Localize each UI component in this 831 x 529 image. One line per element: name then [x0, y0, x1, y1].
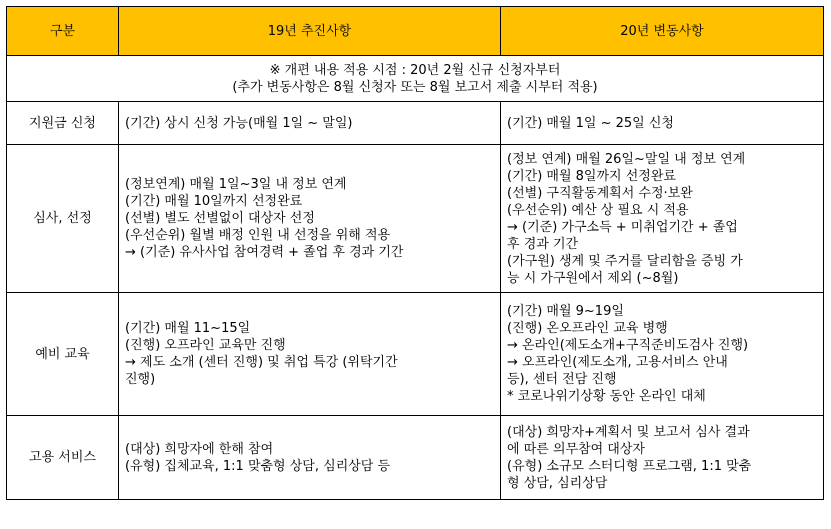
- cell-line: → 오프라인(제도소개, 고용서비스 안내: [507, 355, 728, 370]
- table-row: [7, 102, 824, 145]
- table-row: [7, 145, 824, 293]
- cell-line: (기간) 매월 8일까지 선정완료: [507, 168, 676, 184]
- notice-line: (추가 변동사항은 8월 신청자 또는 8월 보고서 제출 시부터 적용): [232, 79, 598, 95]
- y19-cell: [119, 145, 501, 293]
- cell-line: (진행) 온오프라인 교육 병행: [507, 321, 668, 336]
- cell-line: (선별) 구직활동계획서 수정·보완: [507, 185, 693, 201]
- category-cell: 심사, 선정: [7, 145, 119, 293]
- table-row: [7, 293, 824, 416]
- cell-line: 후 경과 기간: [507, 236, 579, 252]
- header-2019: 19년 추진사항: [119, 7, 501, 56]
- cell-line: (우선순위) 예산 상 필요 시 적용: [507, 202, 689, 218]
- cell-line: 능 시 가구원에서 제외 (~8월): [507, 270, 679, 286]
- cell-line: 등), 센터 전담 진행: [507, 372, 617, 387]
- header-2020: 20년 변동사항: [501, 7, 824, 56]
- cell-line: 형 상담, 심리상담: [507, 475, 608, 491]
- y19-cell: [119, 102, 501, 145]
- cell-line: (기간) 매월 1일 ~ 25일 신청: [507, 115, 674, 131]
- cell-line: (기간) 상시 신청 가능(매월 1일 ~ 말일): [125, 115, 353, 131]
- y20-cell: [501, 145, 824, 293]
- cell-line: (대상) 희망자에 한해 참여: [125, 441, 274, 457]
- cell-line: 에 따른 의무참여 대상자: [507, 441, 645, 457]
- cell-line: (유형) 소규모 스터디형 프로그램, 1:1 맞춤: [507, 458, 752, 474]
- cell-line: → 제도 소개 (센터 진행) 및 취업 특강 (위탁기간: [125, 355, 398, 370]
- cell-line: (진행) 오프라인 교육만 진행: [125, 338, 286, 353]
- cell-line: (정보연계) 매월 1일~3일 내 정보 연계: [125, 177, 347, 192]
- cell-line: (선별) 별도 선별없이 대상자 선정: [125, 211, 315, 226]
- cell-line: → 온라인(제도소개+구직준비도검사 진행): [507, 338, 749, 353]
- header-category: 구분: [7, 7, 119, 56]
- cell-line: (기간) 매월 10일까지 선정완료: [125, 194, 303, 209]
- notice-row: [7, 56, 824, 102]
- table-row: [7, 416, 824, 500]
- category-cell: 지원금 신청: [7, 102, 119, 145]
- cell-line: (기간) 매월 9~19일: [507, 304, 624, 319]
- cell-line: → (기준) 유사사업 참여경력 + 졸업 후 경과 기간: [125, 245, 404, 260]
- comparison-table: [6, 6, 824, 500]
- notice-line: ※ 개편 내용 적용 시점 : 20년 2월 신규 신청자부터: [269, 62, 561, 78]
- y20-cell: [501, 416, 824, 500]
- cell-line: (가구원) 생계 및 주거를 달리함을 증빙 가: [507, 253, 743, 269]
- y20-cell: [501, 293, 824, 416]
- cell-line: (정보 연계) 매월 26일~말일 내 정보 연계: [507, 151, 746, 167]
- y19-cell: [119, 293, 501, 416]
- cell-line: 진행): [125, 372, 156, 387]
- category-cell: 예비 교육: [7, 293, 119, 416]
- y20-cell: [501, 102, 824, 145]
- y19-cell: [119, 416, 501, 500]
- cell-line: (대상) 희망자+계획서 및 보고서 심사 결과: [507, 424, 750, 440]
- cell-line: * 코로나위기상황 동안 온라인 대체: [507, 389, 706, 404]
- notice-cell: [7, 56, 824, 102]
- cell-line: (유형) 집체교육, 1:1 맞춤형 상담, 심리상담 등: [125, 458, 391, 474]
- cell-line: (우선순위) 월별 배정 인원 내 선정을 위해 적용: [125, 228, 391, 243]
- cell-line: (기간) 매월 11~15일: [125, 321, 251, 336]
- header-row: [7, 7, 824, 56]
- category-cell: 고용 서비스: [7, 416, 119, 500]
- cell-line: → (기준) 가구소득 + 미취업기간 + 졸업: [507, 219, 738, 235]
